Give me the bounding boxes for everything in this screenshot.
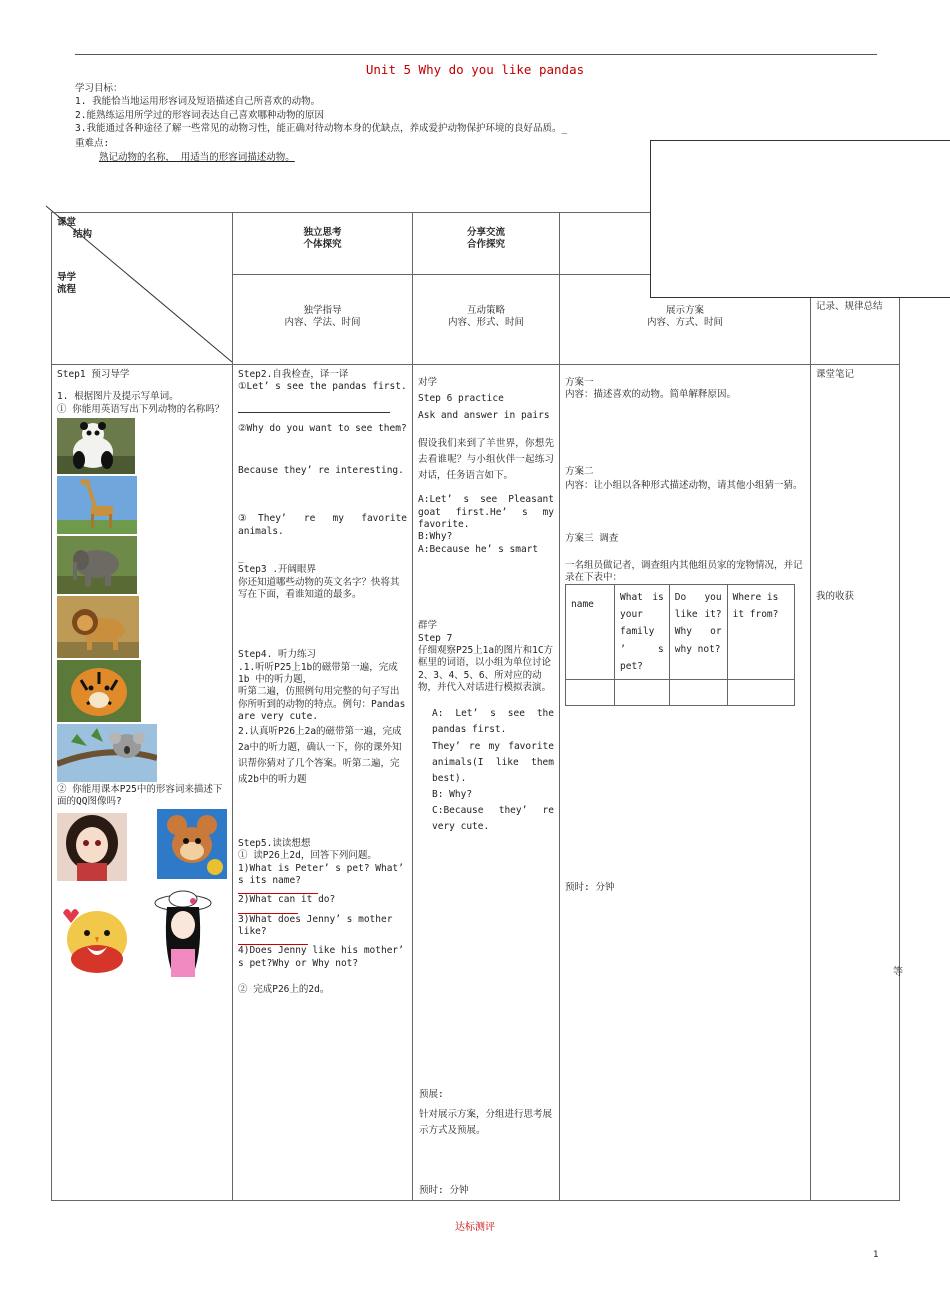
step6-title: Step 6 practice: [418, 393, 504, 405]
pet-th-q3: Where is it from?: [727, 585, 794, 679]
page-number: 1: [873, 1250, 879, 1260]
top-rule: [75, 54, 877, 55]
col3-header-1: 分享交流: [466, 227, 505, 238]
step3-text: 你还知道哪些动物的英文名字？快将其写在下面，看谁知道的最多。: [238, 576, 400, 601]
step2-sentence-4: ③They’ re my favorite animals.: [238, 513, 407, 537]
step5-text-1: ① 读P26上2d，回答下列问题。: [238, 850, 377, 862]
example-3: B: Why?: [432, 788, 473, 800]
preview-label: 预展:: [419, 1089, 444, 1100]
step6-scene: 假设我们来到了羊世界，你想先去看谁呢？与小组伙伴一起练习对话，任务语言如下。: [418, 438, 554, 482]
girl-qq-image: [57, 813, 127, 881]
step2-sentence-3: Because they’ re interesting.: [238, 465, 404, 477]
step5-text-2: ② 完成P26上的2d。: [238, 984, 330, 996]
col2-body: [233, 365, 413, 1201]
step5-question-1: 1)What is Peter’ s pet? What’ s its name?: [238, 862, 404, 887]
col3-subheader: [413, 275, 560, 365]
notes-label: 课堂笔记: [816, 369, 855, 380]
plan3-content: 一名组员做记者，调查组内其他组员家的宠物情况，并记录在下表中：: [565, 559, 803, 583]
goal-2: 2.能熟练运用所学过的形容词表达自己喜欢哪种动物的原因: [75, 109, 324, 121]
col2-header: [233, 213, 413, 275]
col4-time: 预时: 分钟: [565, 881, 615, 893]
plan1-content: 内容：描述喜欢的动物。简单解释原因。: [565, 389, 737, 401]
preview-block: [419, 1089, 555, 1138]
elephant-image: [57, 536, 137, 594]
plan2-content: 内容：让小组以各种形式描述动物，请其他小组猜一猜。: [565, 480, 803, 492]
giraffe-image: [57, 476, 137, 534]
side-character: 等: [893, 967, 903, 978]
gain-label: 我的收获: [816, 591, 855, 603]
page-title: Unit 5 Why do you like pandas: [365, 62, 585, 77]
step4-text-3: 2.认真听P26上2a的磁带第一遍，完成2a中的听力题，确认一下，你的课外知识帮你猜对了几个答案。听第二遍，完成2b中的听力题: [238, 725, 402, 785]
q1: 1. 根据图片及提示写单词。: [57, 391, 179, 403]
step4-title: Step4. 听力练习: [238, 649, 317, 661]
corner-bottom: 导学: [57, 271, 77, 283]
corner-bottom-2: 流程: [57, 284, 77, 296]
col3-sub-2: 内容、形式、时间: [447, 317, 524, 329]
pet-th-name: name: [566, 585, 615, 679]
chick-qq-image: [57, 897, 137, 977]
col2-sub-1: 独学指导: [303, 305, 342, 316]
pet-cell[interactable]: [727, 679, 794, 705]
dialogue-3: A:Because he’ s smart: [418, 543, 539, 555]
step5-title: Step5.读读想想: [238, 838, 311, 850]
step5-question-3: 3)What does Jenny’ s mother like?: [238, 913, 393, 938]
col5-body: [811, 365, 900, 1201]
key-label: 重难点:: [75, 138, 110, 150]
col4-sub-1: 展示方案: [665, 305, 704, 316]
step4-text-1: .1.听听P25上1b的磁带第一遍，完成1b 中的听力题，: [238, 661, 398, 686]
corner-top-2: 结构: [73, 229, 93, 241]
lion-image: [57, 596, 139, 658]
plan1-title: 方案一: [565, 377, 594, 388]
plan2-title: 方案二: [565, 465, 594, 477]
dialogue-1: A:Let’ s see Pleasant goat first.He’ s my favorite.: [418, 494, 554, 531]
mouse-qq-image: [157, 809, 227, 879]
step2-title: Step2.自我检查，译一译: [238, 369, 349, 380]
overlay-box: [650, 140, 950, 298]
hat-girl-qq-image: [153, 889, 213, 981]
example-1: A: Let’ s see the pandas first.: [432, 708, 554, 736]
corner-top: 课堂: [57, 217, 77, 228]
pet-cell[interactable]: [615, 679, 670, 705]
corner-cell: [52, 213, 233, 365]
pet-th-q1: What is your family ’ s pet?: [615, 585, 670, 679]
step1-title: Step1 预习导学: [57, 369, 130, 380]
col3-time: 预时: 分钟: [419, 1185, 469, 1196]
pet-cell[interactable]: [669, 679, 727, 705]
footer-label: 达标测评: [455, 1222, 495, 1233]
col3-body: [413, 365, 560, 1201]
pet-cell[interactable]: [566, 679, 615, 705]
q1a: ① 你能用英语写出下列动物的名称吗？: [57, 403, 225, 415]
col3-sub-1: 互动策略: [466, 305, 505, 316]
preview-text: 针对展示方案，分组进行思考展示方式及预展。: [419, 1109, 553, 1136]
tiger-image: [57, 660, 141, 722]
step7-title: Step 7: [418, 632, 453, 644]
step7-text: 仔细观察P25上1a的图片和1C方框里的词语，以小组为单位讨论2、3、4、5、6、所对应的动物，并代入对话进行模拟表演。: [418, 644, 554, 693]
example-4: C:Because they’ re very cute.: [432, 805, 554, 833]
col2-subheader: [233, 275, 413, 365]
koala-image: [57, 724, 157, 782]
step6-ask: Ask and answer in pairs: [418, 409, 550, 421]
pet-th-q2: Do you like it? Why or why not?: [669, 585, 727, 679]
step3-title: Step3 .开阔眼界: [238, 564, 317, 576]
col1-body: [52, 365, 233, 1201]
step5-question-4: 4)Does Jenny like his mother’ s pet?Why or Why not?: [238, 945, 404, 969]
col2-header-2: 个体探究: [303, 239, 342, 251]
answer-line: [238, 394, 390, 413]
step2-dash: _: [238, 552, 244, 564]
col5-sub-2: 记录、规律总结: [816, 301, 883, 313]
goal-1: 1. 我能恰当地运用形容词及短语描述自己所喜欢的动物。: [75, 96, 321, 108]
step2-sentence-1: ①Let’ s see the pandas first.: [238, 381, 407, 393]
panda-image: [57, 418, 135, 474]
col2-header-1: 独立思考: [303, 227, 342, 238]
pet-survey-table: [565, 584, 795, 705]
lesson-table: [51, 212, 900, 1201]
header-section: [75, 83, 715, 165]
step5-question-2: 2)What can it do?: [238, 894, 336, 906]
dialogue-2: B:Why?: [418, 531, 453, 543]
col3-header: [413, 213, 560, 275]
pair-label: 对学: [418, 377, 438, 388]
step7-example: [418, 706, 554, 835]
example-2: They’ re my favorite animals(I like them best).: [432, 740, 554, 784]
group-label: 群学: [418, 620, 438, 632]
col4-sub-2: 内容、方式、时间: [646, 317, 723, 329]
col4-body: [560, 365, 811, 1201]
goals-label: 学习目标：: [75, 83, 123, 94]
step4-text-2: 听第二遍，仿照例句用完整的句子写出你所听到的动物的特点。例句：Pandas are very cute.: [238, 686, 406, 723]
plan3-title: 方案三 调查: [565, 533, 619, 545]
key-points: 熟记动物的名称， 用适当的形容词描述动物。: [99, 151, 295, 163]
col2-sub-2: 内容、学法、时间: [284, 317, 361, 329]
col3-header-2: 合作探究: [466, 239, 505, 251]
step2-sentence-2: ②Why do you want to see them?: [238, 422, 407, 434]
q1b: ② 你能用课本P25中的形容词来描述下面的QQ图像吗?: [57, 784, 223, 808]
goal-3: 3.我能通过各种途径了解一些常见的动物习性，能正确对待动物本身的优缺点，养成爱护动物保护环境的良好品质。_: [75, 123, 568, 135]
